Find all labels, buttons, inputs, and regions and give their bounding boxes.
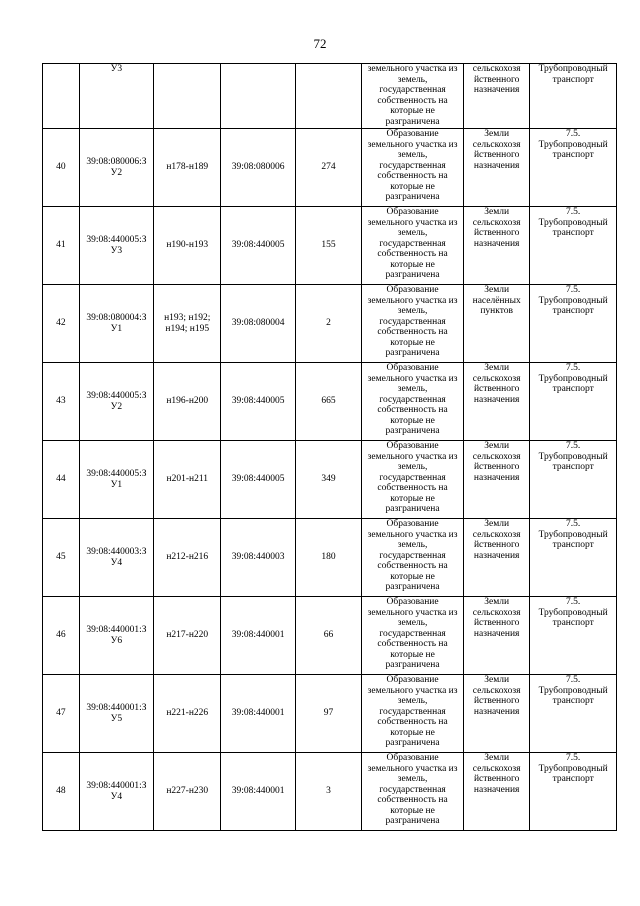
cadastral-quarter-cell: 39:08:080006 bbox=[221, 129, 295, 207]
permitted-use-cell: 7.5. Трубопроводный транспорт bbox=[530, 207, 617, 285]
table-row bbox=[43, 753, 617, 831]
row-number-cell: 44 bbox=[43, 441, 80, 519]
area-cell: 665 bbox=[295, 363, 361, 441]
area-cell: 3 bbox=[295, 753, 361, 831]
permitted-use-cell: Трубопроводный транспорт bbox=[530, 64, 617, 129]
table-row bbox=[43, 363, 617, 441]
boundary-points-cell bbox=[154, 64, 221, 129]
row-number-cell: 40 bbox=[43, 129, 80, 207]
row-number-cell: 48 bbox=[43, 753, 80, 831]
land-category-cell: Земли сельскохозя йственного назначения bbox=[464, 519, 530, 597]
row-number-cell bbox=[43, 64, 80, 129]
land-category-cell: Земли сельскохозя йственного назначения bbox=[464, 675, 530, 753]
permitted-use-cell: 7.5. Трубопроводный транспорт bbox=[530, 519, 617, 597]
cadastral-quarter-cell: 39:08:440005 bbox=[221, 207, 295, 285]
permitted-use-cell: 7.5. Трубопроводный транспорт bbox=[530, 597, 617, 675]
land-category-cell: Земли сельскохозя йственного назначения bbox=[464, 753, 530, 831]
cadastral-designation-cell: 39:08:440003:З У4 bbox=[79, 519, 153, 597]
land-category-cell: Земли населённых пунктов bbox=[464, 285, 530, 363]
land-category-cell: Земли сельскохозя йственного назначения bbox=[464, 441, 530, 519]
permitted-use-cell: 7.5. Трубопроводный транспорт bbox=[530, 753, 617, 831]
cadastral-quarter-cell: 39:08:080004 bbox=[221, 285, 295, 363]
row-number-cell: 42 bbox=[43, 285, 80, 363]
boundary-points-cell: н190-н193 bbox=[154, 207, 221, 285]
area-cell: 66 bbox=[295, 597, 361, 675]
cadastral-designation-cell: 39:08:440005:З У2 bbox=[79, 363, 153, 441]
boundary-points-cell: н212-н216 bbox=[154, 519, 221, 597]
table-row bbox=[43, 129, 617, 207]
permitted-use-cell: 7.5. Трубопроводный транспорт bbox=[530, 285, 617, 363]
boundary-points-cell: н196-н200 bbox=[154, 363, 221, 441]
boundary-points-cell: н217-н220 bbox=[154, 597, 221, 675]
cadastral-quarter-cell: 39:08:440001 bbox=[221, 753, 295, 831]
boundary-points-cell: н201-н211 bbox=[154, 441, 221, 519]
formation-method-cell: Образование земельного участка из земель, государственная собственность на которые не разграничена bbox=[362, 129, 464, 207]
formation-method-cell: Образование земельного участка из земель, государственная собственность на которые не разграничена bbox=[362, 363, 464, 441]
formation-method-cell: Образование земельного участка из земель, государственная собственность на которые не разграничена bbox=[362, 285, 464, 363]
permitted-use-cell: 7.5. Трубопроводный транспорт bbox=[530, 441, 617, 519]
formation-method-cell: Образование земельного участка из земель, государственная собственность на которые не разграничена bbox=[362, 675, 464, 753]
land-category-cell: Земли сельскохозя йственного назначения bbox=[464, 597, 530, 675]
permitted-use-cell: 7.5. Трубопроводный транспорт bbox=[530, 675, 617, 753]
cadastral-designation-cell: У3 bbox=[79, 64, 153, 129]
row-number-cell: 43 bbox=[43, 363, 80, 441]
land-category-cell: Земли сельскохозя йственного назначения bbox=[464, 363, 530, 441]
table-row bbox=[43, 597, 617, 675]
cadastral-designation-cell: 39:08:440005:З У1 bbox=[79, 441, 153, 519]
row-number-cell: 45 bbox=[43, 519, 80, 597]
table-row bbox=[43, 441, 617, 519]
land-category-cell: Земли сельскохозя йственного назначения bbox=[464, 207, 530, 285]
cadastral-designation-cell: 39:08:440001:З У5 bbox=[79, 675, 153, 753]
formation-method-cell: Образование земельного участка из земель, государственная собственность на которые не разграничена bbox=[362, 207, 464, 285]
formation-method-cell: Образование земельного участка из земель, государственная собственность на которые не разграничена bbox=[362, 753, 464, 831]
table-body bbox=[43, 64, 617, 831]
cadastral-designation-cell: 39:08:440005:З У3 bbox=[79, 207, 153, 285]
area-cell: 2 bbox=[295, 285, 361, 363]
cadastral-designation-cell: 39:08:080004:З У1 bbox=[79, 285, 153, 363]
cadastral-quarter-cell bbox=[221, 64, 295, 129]
area-cell: 180 bbox=[295, 519, 361, 597]
cadastral-quarter-cell: 39:08:440003 bbox=[221, 519, 295, 597]
formation-method-cell: Образование земельного участка из земель, государственная собственность на которые не разграничена bbox=[362, 519, 464, 597]
row-number-cell: 47 bbox=[43, 675, 80, 753]
land-category-cell: сельскохозя йственного назначения bbox=[464, 64, 530, 129]
area-cell: 274 bbox=[295, 129, 361, 207]
boundary-points-cell: н193; н192; н194; н195 bbox=[154, 285, 221, 363]
area-cell: 155 bbox=[295, 207, 361, 285]
table-row bbox=[43, 675, 617, 753]
formation-method-cell: земельного участка из земель, государственная собственность на которые не разграничена bbox=[362, 64, 464, 129]
boundary-points-cell: н221-н226 bbox=[154, 675, 221, 753]
table-row bbox=[43, 519, 617, 597]
cadastral-designation-cell: 39:08:440001:З У6 bbox=[79, 597, 153, 675]
page-number: 72 bbox=[313, 36, 327, 51]
row-number-cell: 46 bbox=[43, 597, 80, 675]
area-cell bbox=[295, 64, 361, 129]
boundary-points-cell: н227-н230 bbox=[154, 753, 221, 831]
table-row-continuation bbox=[43, 64, 617, 129]
formation-method-cell: Образование земельного участка из земель, государственная собственность на которые не разграничена bbox=[362, 441, 464, 519]
land-category-cell: Земли сельскохозя йственного назначения bbox=[464, 129, 530, 207]
table-row bbox=[43, 285, 617, 363]
cadastral-quarter-cell: 39:08:440001 bbox=[221, 675, 295, 753]
cadastral-designation-cell: 39:08:440001:З У4 bbox=[79, 753, 153, 831]
permitted-use-cell: 7.5. Трубопроводный транспорт bbox=[530, 129, 617, 207]
area-cell: 349 bbox=[295, 441, 361, 519]
row-number-cell: 41 bbox=[43, 207, 80, 285]
formation-method-cell: Образование земельного участка из земель, государственная собственность на которые не разграничена bbox=[362, 597, 464, 675]
table-row bbox=[43, 207, 617, 285]
permitted-use-cell: 7.5. Трубопроводный транспорт bbox=[530, 363, 617, 441]
area-cell: 97 bbox=[295, 675, 361, 753]
boundary-points-cell: н178-н189 bbox=[154, 129, 221, 207]
cadastral-designation-cell: 39:08:080006:З У2 bbox=[79, 129, 153, 207]
cadastral-quarter-cell: 39:08:440001 bbox=[221, 597, 295, 675]
cadastral-quarter-cell: 39:08:440005 bbox=[221, 441, 295, 519]
cadastral-quarter-cell: 39:08:440005 bbox=[221, 363, 295, 441]
land-plots-table bbox=[42, 63, 617, 831]
